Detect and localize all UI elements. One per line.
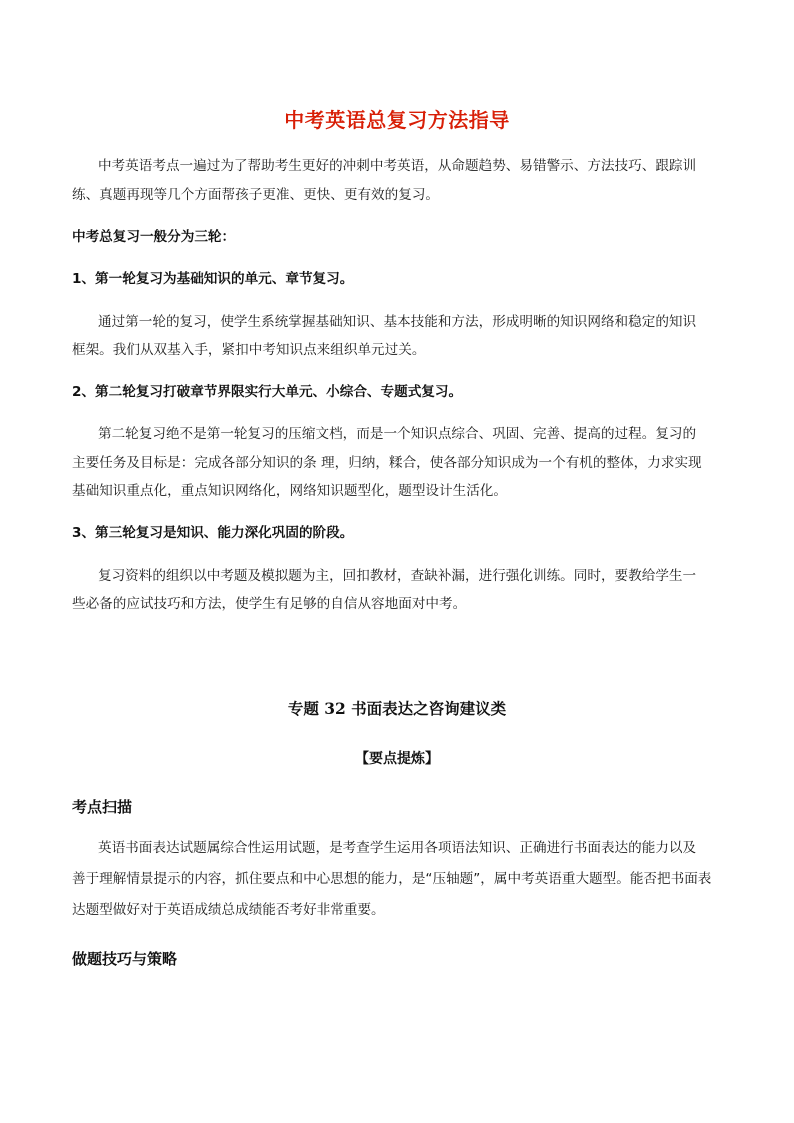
round1-line-1: 通过第一轮的复习，使学生系统掌握基础知识、基本技能和方法，形成明晰的知识网络和稳定的知识 xyxy=(98,314,697,330)
round1-line-2: 框架。我们从双基入手，紧扣中考知识点来组织单元过关。 xyxy=(72,342,426,358)
round3-line-1: 复习资料的组织以中考题及模拟题为主，回扣教材，查缺补漏，进行强化训练。同时，要教给学生一 xyxy=(98,568,697,584)
round3-heading: 3、第三轮复习是知识、能力深化巩固的阶段。 xyxy=(72,525,354,541)
topic-subtitle: 【要点提炼】 xyxy=(355,751,439,767)
topic-title: 专题 32 书面表达之咨询建议类 xyxy=(287,699,507,718)
scan-line-1: 英语书面表达试题属综合性运用试题，是考查学生运用各项语法知识、正确进行书面表达的能力以及 xyxy=(98,840,697,856)
round1-heading: 1、第一轮复习为基础知识的单元、章节复习。 xyxy=(72,271,354,287)
intro-line-2: 练、真题再现等几个方面帮孩子更准、更快、更有效的复习。 xyxy=(72,187,440,203)
round3-line-2: 些必备的应试技巧和方法，使学生有足够的自信从容地面对中考。 xyxy=(72,596,467,612)
scan-line-3: 达题型做好对于英语成绩总成绩能否考好非常重要。 xyxy=(72,902,385,918)
round2-heading: 2、第二轮复习打破章节界限实行大单元、小综合、专题式复习。 xyxy=(72,384,463,400)
strategy-heading: 做题技巧与策略 xyxy=(72,950,178,968)
rounds-heading: 中考总复习一般分为三轮： xyxy=(72,229,236,245)
round2-line-2: 主要任务及目标是：完成各部分知识的条 理，归纳，糅合，使各部分知识成为一个有机的整体，力求实现 xyxy=(72,455,702,471)
guide-title: 中考英语总复习方法指导 xyxy=(284,108,510,132)
scan-heading: 考点扫描 xyxy=(72,798,133,816)
round2-line-3: 基础知识重点化，重点知识网络化，网络知识题型化，题型设计生活化。 xyxy=(72,483,507,499)
round2-line-1: 第二轮复习绝不是第一轮复习的压缩文档，而是一个知识点综合、巩固、完善、提高的过程。复习的 xyxy=(98,426,697,442)
scan-line-2: 善于理解情景提示的内容，抓住要点和中心思想的能力，是“压轴题”，属中考英语重大题型。能否把书面表 xyxy=(72,871,712,887)
intro-line-1: 中考英语考点一遍过为了帮助考生更好的冲刺中考英语，从命题趋势、易错警示、方法技巧、跟踪训 xyxy=(98,158,697,174)
